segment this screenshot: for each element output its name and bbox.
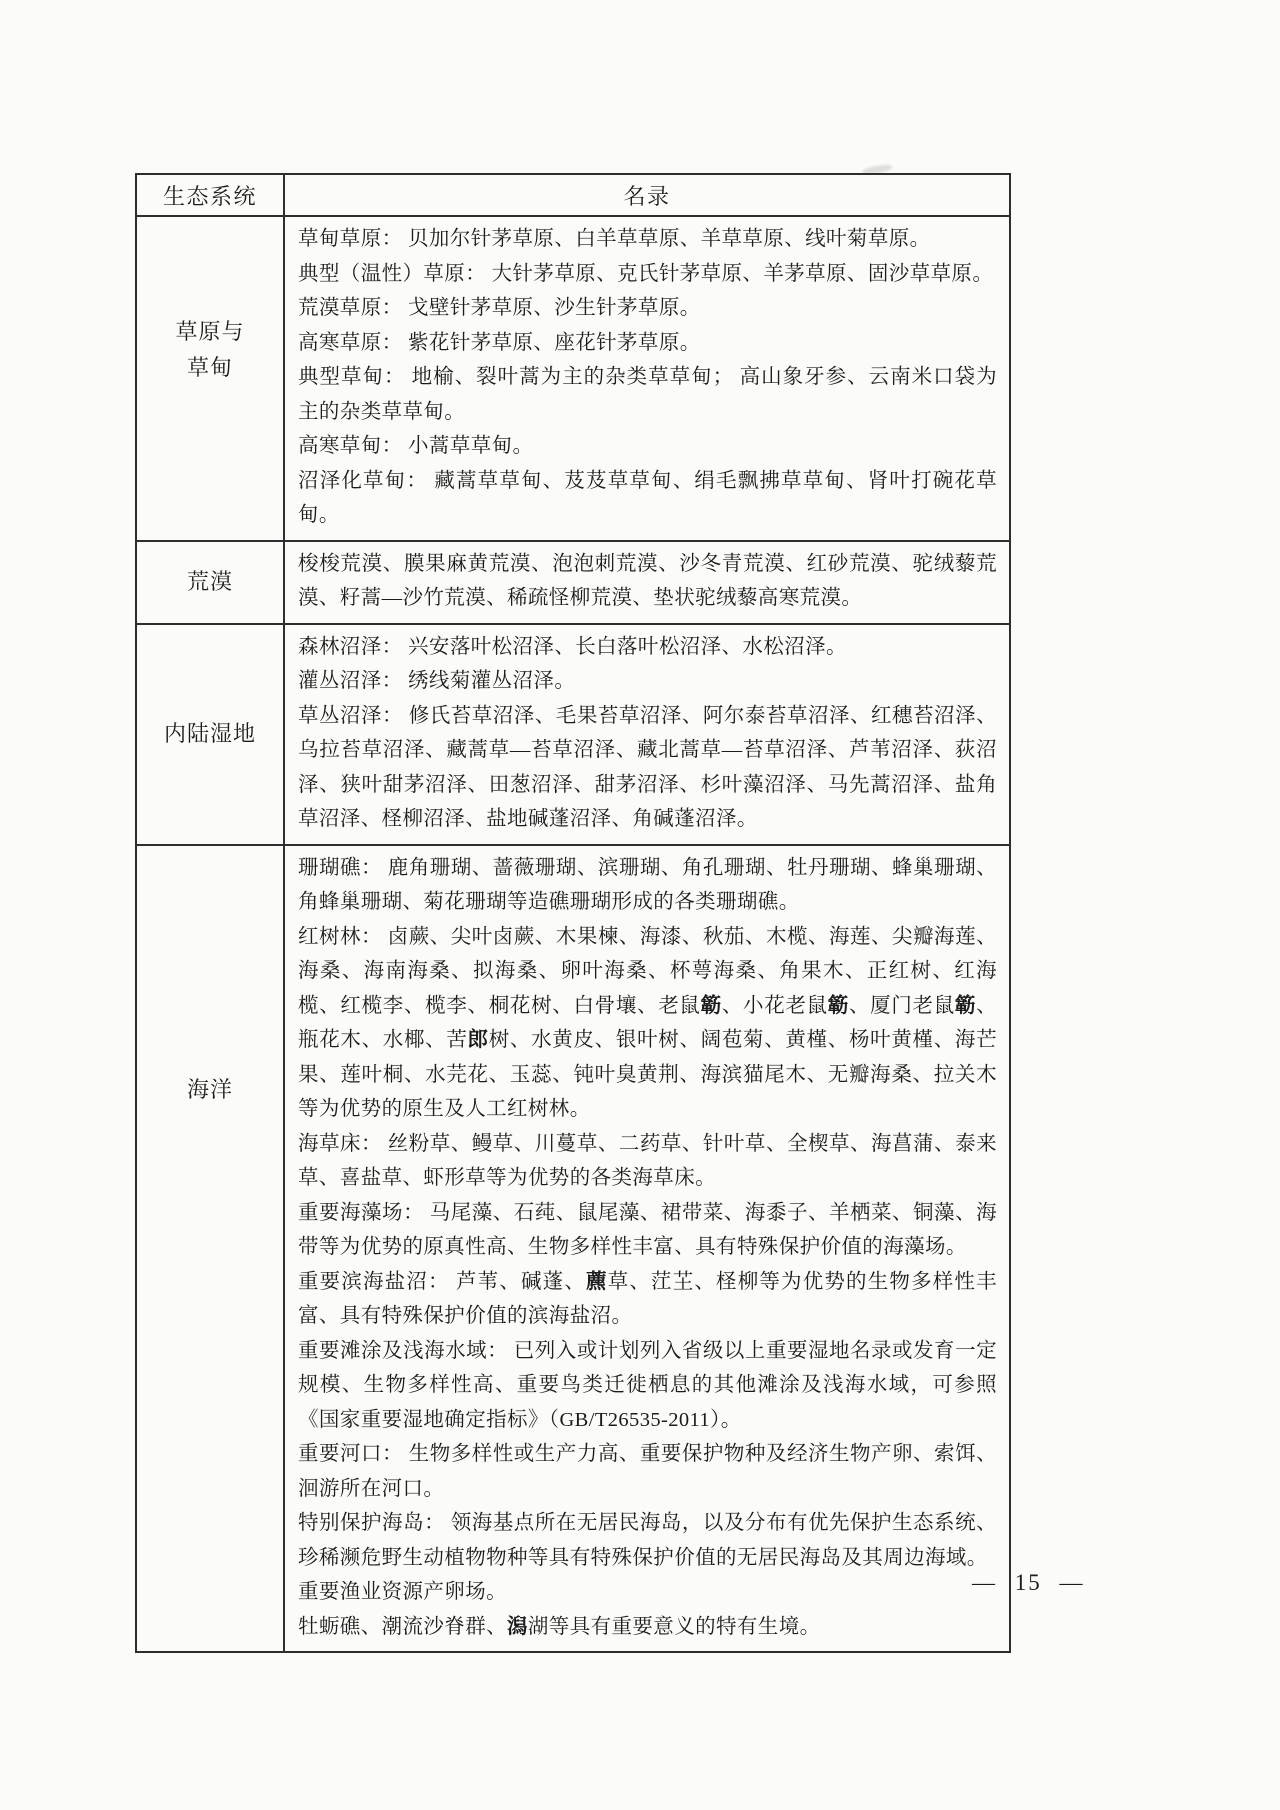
header-row	[136, 174, 1010, 216]
list-item: 沼泽化草甸： 藏蒿草草甸、芨芨草草甸、绢毛飘拂草草甸、肾叶打碗花草甸。	[298, 469, 997, 526]
catalog-cell	[284, 216, 1010, 541]
catalog-cell	[284, 541, 1010, 624]
ecosystem-cell	[136, 624, 284, 845]
list-item: 牡蛎礁、潮流沙脊群、潟湖等具有重要意义的特有生境。	[298, 1615, 821, 1638]
table-row	[136, 541, 1010, 624]
list-item: 高寒草甸： 小蒿草草甸。	[298, 435, 534, 457]
list-item: 草丛沼泽： 修氏苔草沼泽、毛果苔草沼泽、阿尔泰苔草沼泽、红穗苔沼泽、乌拉苔草沼泽、藏蒿草—苔草沼泽、藏北蒿草—苔草沼泽、芦苇沼泽、荻沼泽、狭叶甜茅沼泽、田葱沼泽、甜茅沼泽、杉叶藻沼泽、马先蒿沼泽、盐角草沼泽、柽柳沼泽、盐地碱蓬沼泽、角碱蓬沼泽。	[298, 704, 997, 830]
list-item: 梭梭荒漠、膜果麻黄荒漠、泡泡刺荒漠、沙冬青荒漠、红砂荒漠、驼绒藜荒漠、籽蒿—沙竹荒漠、稀疏怪柳荒漠、垫状驼绒藜高寒荒漠。	[298, 552, 997, 609]
table-header	[136, 174, 1010, 216]
list-item: 荒漠草原： 戈壁针茅草原、沙生针茅草原。	[298, 297, 701, 319]
catalog-cell	[284, 845, 1010, 1653]
table-row	[136, 624, 1010, 845]
table-row	[136, 845, 1010, 1653]
list-item: 灌丛沼泽： 绣线菊灌丛沼泽。	[298, 670, 576, 692]
catalog-cell	[284, 624, 1010, 845]
ecosystem-catalog-table	[135, 173, 1011, 1653]
ecosystem-cell	[136, 216, 284, 541]
ecosystem-name: 荒漠	[186, 569, 233, 594]
list-item: 典型草甸： 地榆、裂叶蒿为主的杂类草草甸； 高山象牙参、云南米口袋为主的杂类草草甸。	[298, 366, 997, 423]
list-item: 重要滨海盐沼： 芦苇、碱蓬、藨草、茳芏、柽柳等为优势的生物多样性丰富、具有特殊保护价值的滨海盐沼。	[298, 1270, 997, 1327]
list-item: 典型（温性）草原： 大针茅草原、克氏针茅草原、羊茅草原、固沙草草原。	[298, 262, 994, 285]
list-item: 重要海藻场： 马尾藻、石莼、鼠尾藻、裙带菜、海黍子、羊栖菜、铜藻、海带等为优势的原真性高、生物多样性丰富、具有特殊保护价值的海藻场。	[298, 1201, 997, 1258]
col-header-ecosystem: 生态系统	[136, 174, 284, 216]
ecosystem-cell	[136, 541, 284, 624]
ecosystem-name: 草原与 草甸	[175, 319, 245, 381]
ecosystem-name: 内陆湿地	[163, 721, 256, 746]
list-item: 草甸草原： 贝加尔针茅草原、白羊草草原、羊草草原、线叶菊草原。	[298, 228, 931, 250]
table-row	[136, 216, 1010, 541]
list-item: 红树林： 卤蕨、尖叶卤蕨、木果楝、海漆、秋茄、木榄、海莲、尖瓣海莲、海桑、海南海桑、拟海桑、卵叶海桑、杯萼海桑、角果木、正红树、红海榄、红榄李、榄李、桐花树、白骨壤、老鼠簕、小花老鼠簕、厦门老鼠簕、瓶花木、水椰、苦郎树、水黄皮、银叶树、阔苞菊、黄槿、杨叶黄槿、海芒果、莲叶桐、水芫花、玉蕊、钝叶臭黄荆、海滨猫尾木、无瓣海桑、拉关木等为优势的原生及人工红树林。	[298, 925, 998, 1120]
list-item: 海草床： 丝粉草、鳗草、川蔓草、二药草、针叶草、全楔草、海菖蒲、泰来草、喜盐草、虾形草等为优势的各类海草床。	[298, 1132, 997, 1189]
list-item: 珊瑚礁： 鹿角珊瑚、蔷薇珊瑚、滨珊瑚、角孔珊瑚、牡丹珊瑚、蜂巢珊瑚、角蜂巢珊瑚、菊花珊瑚等造礁珊瑚形成的各类珊瑚礁。	[298, 856, 997, 913]
ecosystem-cell	[136, 845, 284, 1653]
page-number: — 15 —	[972, 1570, 1085, 1595]
ecosystem-name: 海洋	[186, 1077, 233, 1103]
list-item: 重要渔业资源产卵场。	[298, 1581, 507, 1603]
list-item: 森林沼泽： 兴安落叶松沼泽、长白落叶松沼泽、水松沼泽。	[298, 635, 847, 658]
list-item: 特别保护海岛： 领海基点所在无居民海岛，以及分布有优先保护生态系统、珍稀濒危野生动植物物种等具有特殊保护价值的无居民海岛及其周边海域。	[298, 1512, 997, 1569]
col-header-catalog: 名录	[284, 174, 1010, 216]
list-item: 高寒草原： 紫花针茅草原、座花针茅草原。	[298, 331, 701, 354]
list-item: 重要滩涂及浅海水域： 已列入或计划列入省级以上重要湿地名录或发育一定规模、生物多样性高、重要鸟类迁徙栖息的其他滩涂及浅海水域，可参照《国家重要湿地确定指标》（GB/T26535-2011）。	[298, 1339, 997, 1431]
list-item: 重要河口： 生物多样性或生产力高、重要保护物种及经济生物产卵、索饵、洄游所在河口。	[298, 1443, 997, 1500]
table-body	[136, 216, 1010, 1652]
